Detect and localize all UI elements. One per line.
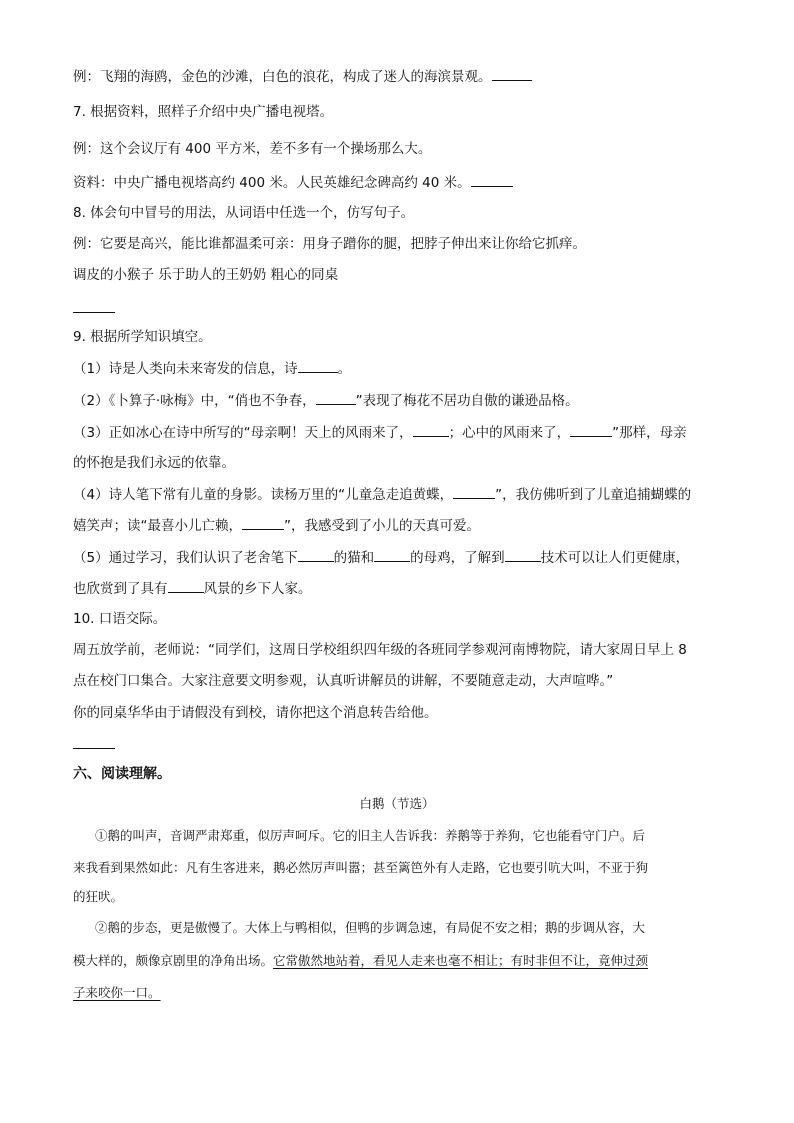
question-9: 9. 根据所学知识填空。	[73, 329, 212, 345]
example-sentence-line: 例：飞翔的海鸥，金色的沙滩，白色的浪花，构成了迷人的海滨景观。	[73, 66, 532, 87]
question-9-4-cont: 嬉笑声；读“最喜小儿亡赖， ”，我感受到了小儿的天真可爱。	[73, 515, 480, 536]
question-9-1: （1）诗是人类向未来寄发的信息，诗 。	[73, 358, 351, 379]
underlined-sentence: 它常傲然地站着，看见人走来也毫不相让；有时非但不让，竟伸过颈	[273, 953, 649, 968]
question-7: 7. 根据资料，照样子介绍中央广播电视塔。	[73, 104, 334, 120]
passage-para-2-line-3: 子来咬你一口。	[73, 985, 161, 1000]
answer-blank[interactable]	[505, 547, 541, 562]
answer-blank[interactable]	[298, 547, 334, 562]
passage-para-1-line-1: ①鹅的叫声，音调严肃郑重，似厉声呵斥。它的旧主人告诉我：养鹅等于养狗，它也能看守门户。后	[95, 828, 646, 843]
passage-para-1-line-2: 来我看到果然如此：凡有生客进来，鹅必然厉声叫嚣；甚至篱笆外有人走路，它也要引吭大叫，不亚于狗	[73, 860, 649, 875]
answer-blank[interactable]	[413, 422, 449, 437]
question-8: 8. 体会句中冒号的用法，从词语中任选一个，仿写句子。	[73, 205, 415, 221]
question-10-text-2: 点在校门口集合。大家注意要文明参观，认真听讲解员的讲解，不要随意走动，大声喧哗。”	[73, 673, 614, 689]
answer-blank[interactable]	[492, 66, 532, 81]
answer-blank[interactable]	[453, 484, 495, 499]
question-10-text-3: 你的同桌华华由于请假没有到校，请你把这个消息转告给他。	[73, 705, 438, 721]
answer-blank[interactable]	[242, 515, 284, 530]
question-9-3: （3）正如冰心在诗中所写的“母亲啊！天上的风雨来了， ；心中的风雨来了， ”那样，母亲	[73, 422, 687, 443]
question-10: 10. 口语交际。	[73, 611, 167, 627]
passage-para-2-line-2: 模大样的，颇像京剧里的净角出场。它常傲然地站着，看见人走来也毫不相让；有时非但不让，竟伸过颈	[73, 953, 649, 968]
answer-blank[interactable]	[316, 390, 356, 405]
answer-blank[interactable]	[471, 172, 513, 187]
question-9-3-cont: 的怀抱是我们永远的依靠。	[73, 455, 235, 471]
passage-para-2-line-1: ②鹅的步态，更是傲慢了。大体上与鸭相似，但鸭的步调急速，有局促不安之相；鹅的步调从容，大	[95, 920, 646, 935]
question-7-example: 例：这个会议厅有 400 平方米，差不多有一个操场那么大。	[73, 141, 432, 157]
question-8-words: 调皮的小猴子 乐于助人的王奶奶 粗心的同桌	[73, 267, 339, 283]
question-9-5-cont: 也欣赏到了具有 风景的乡下人家。	[73, 578, 312, 599]
question-9-5: （5）通过学习，我们认识了老舍笔下 的猫和 的母鸡，了解到 技术可以让人们更健康，	[73, 547, 689, 568]
answer-blank[interactable]	[570, 422, 612, 437]
answer-blank[interactable]	[73, 748, 115, 749]
answer-blank[interactable]	[298, 358, 338, 373]
section-heading: 六、阅读理解。	[73, 766, 171, 782]
answer-blank[interactable]	[374, 547, 410, 562]
question-9-4: （4）诗人笔下常有儿童的身影。读杨万里的“儿童急走追黄蝶， ”，我仿佛听到了儿童追捕蝴蝶的	[73, 484, 691, 505]
passage-para-1-line-3: 的狂吠。	[73, 889, 124, 904]
answer-blank[interactable]	[168, 578, 204, 593]
question-10-text-1: 周五放学前，老师说：“同学们，这周日学校组织四年级的各班同学参观河南博物院，请大家周日早上 8	[73, 642, 687, 658]
answer-blank[interactable]	[73, 312, 115, 313]
passage-title: 白鹅（节选）	[359, 796, 435, 811]
question-9-2: （2）《卜算子·咏梅》中，“俏也不争春， ”表现了梅花不居功自傲的谦逊品格。	[73, 390, 579, 411]
question-7-data: 资料：中央广播电视塔高约 400 米。人民英雄纪念碑高约 40 米。	[73, 172, 513, 193]
question-8-example: 例：它要是高兴，能比谁都温柔可亲：用身子蹭你的腿，把脖子伸出来让你给它抓痒。	[73, 236, 586, 252]
